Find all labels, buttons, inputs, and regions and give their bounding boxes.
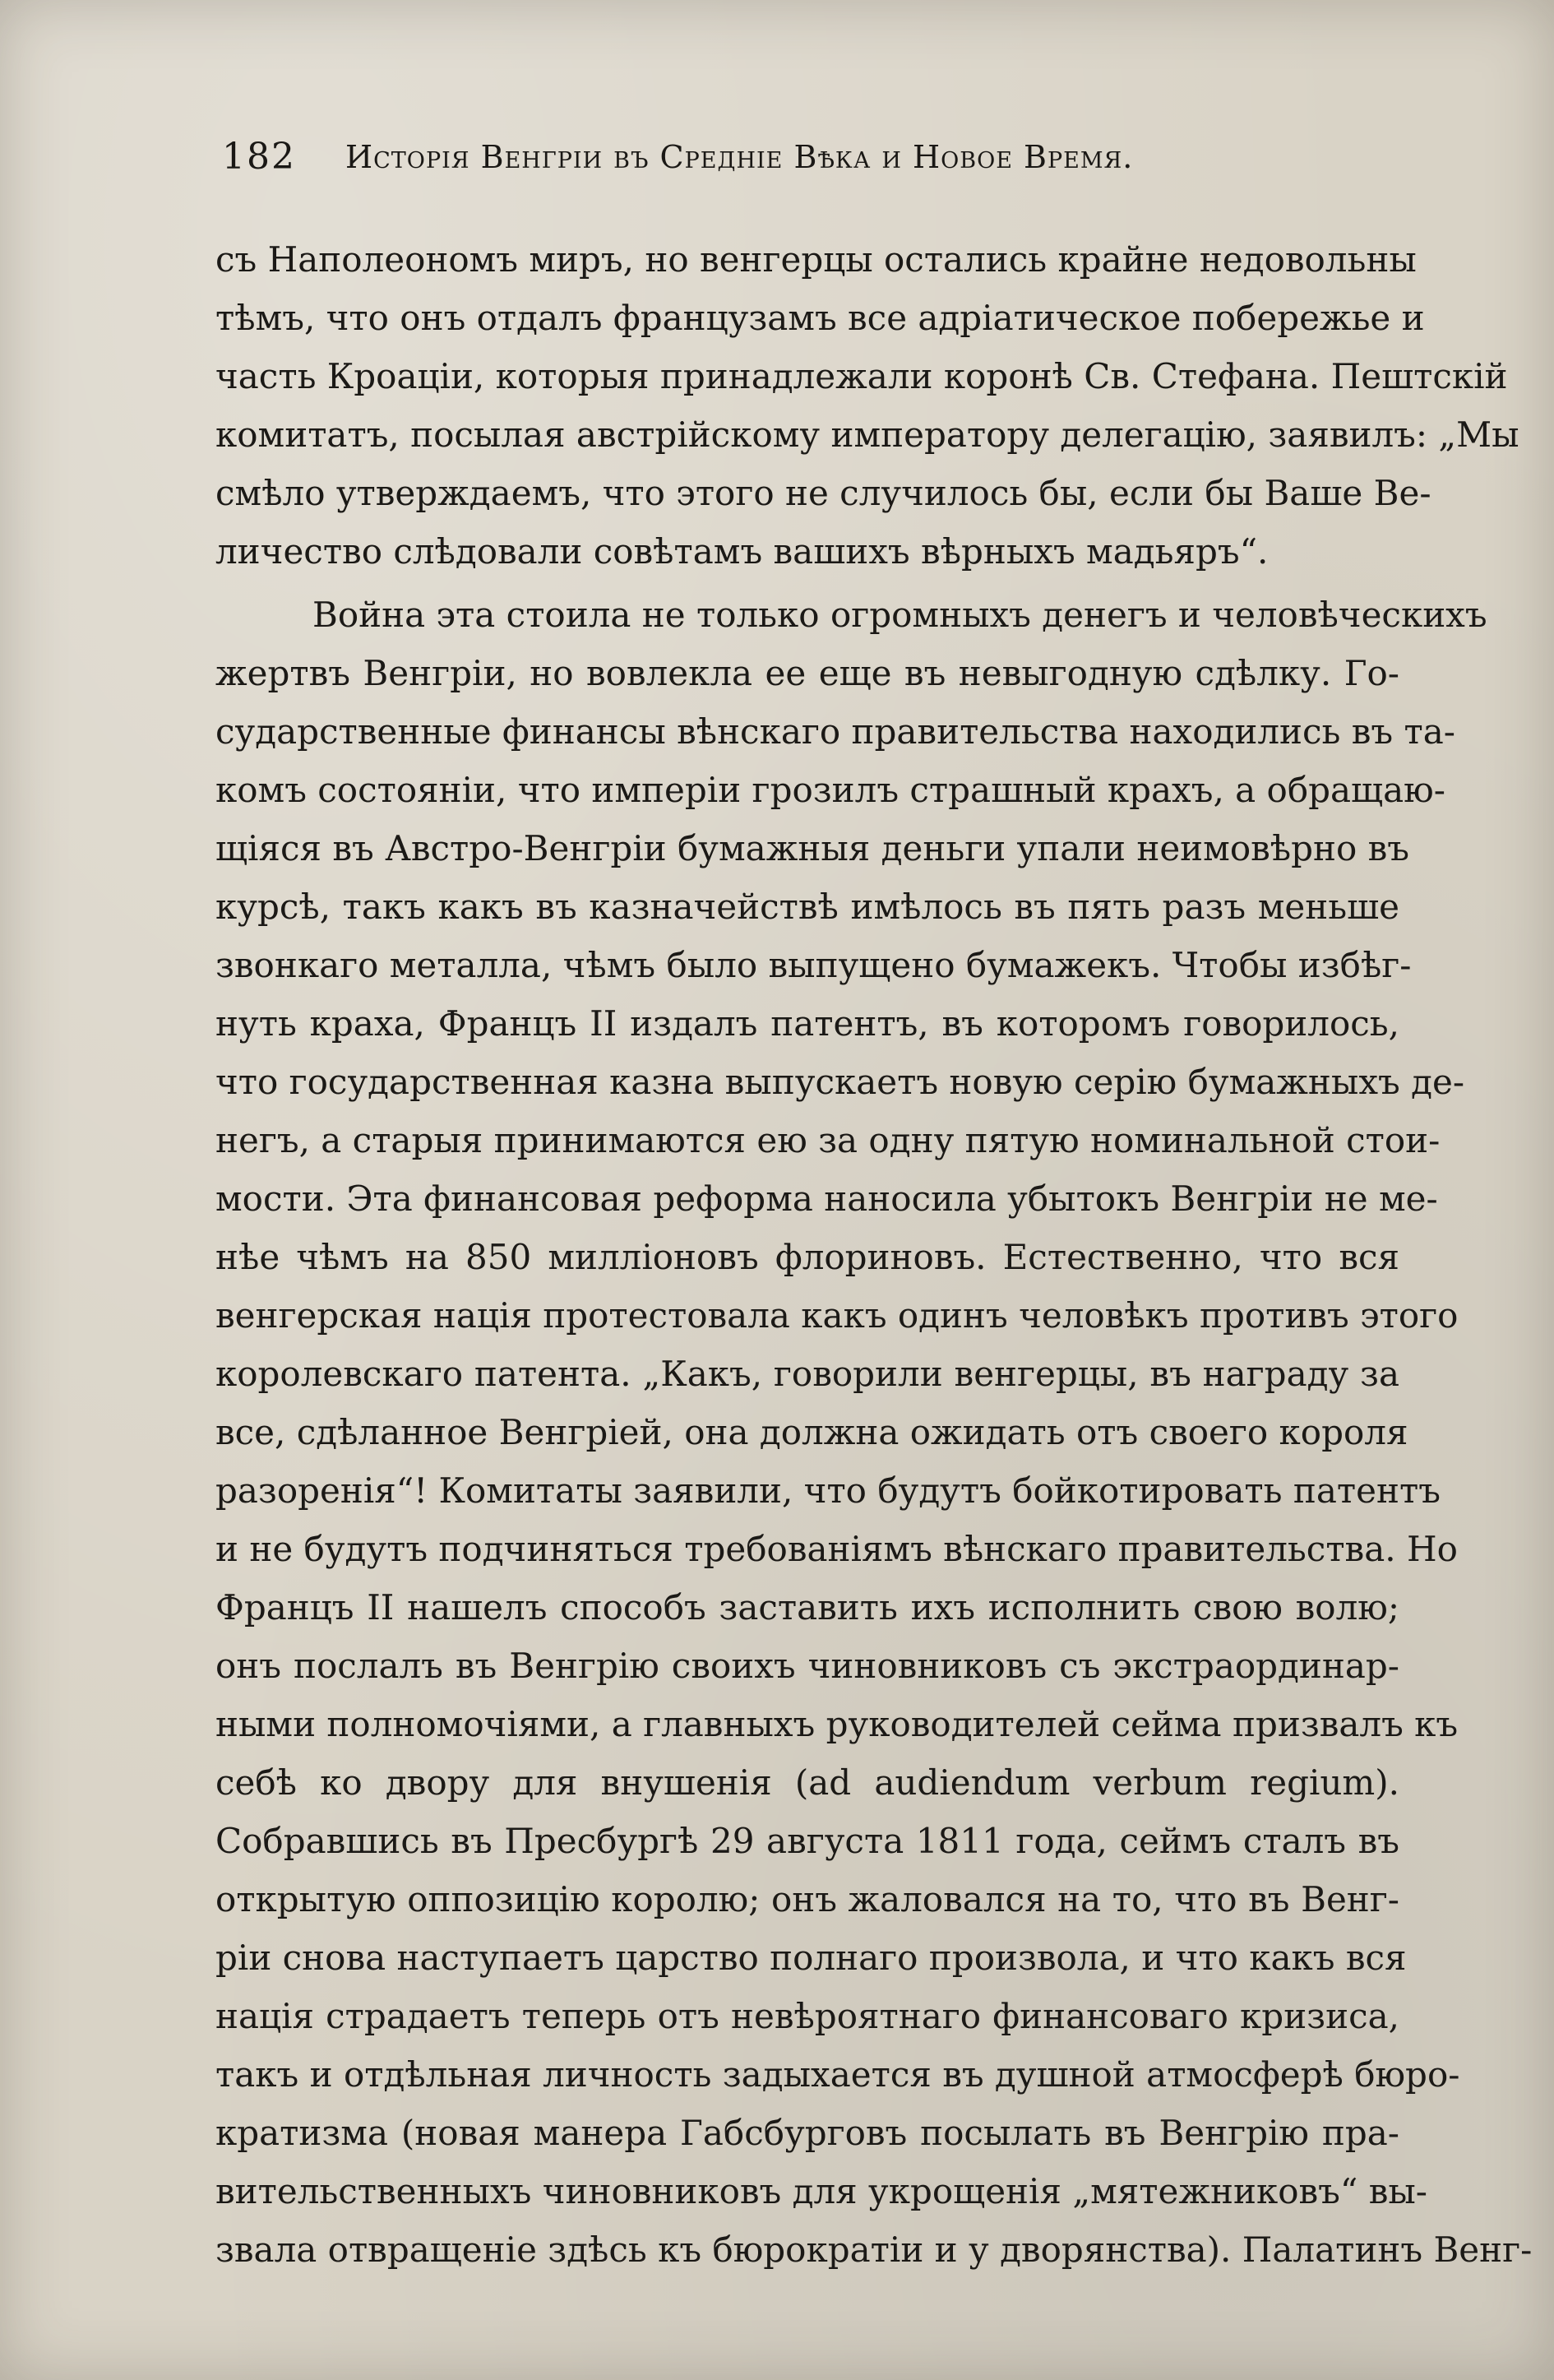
text-line: ріи снова наступаетъ царство полнаго произвола, и что какъ вся [215, 1938, 1407, 1978]
text-line: смѣло утверждаемъ, что этого не случилось бы, если бы Ваше Ве- [215, 473, 1431, 513]
body-text [215, 230, 1533, 2279]
text-line: нуть краха, Францъ II издалъ патентъ, въ которомъ говорилось, [215, 1003, 1399, 1044]
text-line: нѣе чѣмъ на 850 милліоновъ флориновъ. Естественно, что вся [215, 1237, 1399, 1277]
text-line: сударственные финансы вѣнскаго правительства находились въ та- [215, 711, 1455, 752]
text-line: такъ и отдѣльная личность задыхается въ душной атмосферѣ бюро- [215, 2054, 1460, 2095]
text-line: негъ, а старыя принимаются ею за одну пятую номинальной стои- [215, 1120, 1441, 1160]
text-line: жертвъ Венгріи, но вовлекла ее еще въ невыгодную сдѣлку. Го- [215, 653, 1399, 693]
text-line: комъ состояніи, что имперіи грозилъ страшный крахъ, а обращаю- [215, 770, 1445, 810]
text-line: съ Наполеономъ миръ, но венгерцы остались крайне недовольны [215, 239, 1417, 280]
text-line: звонкаго металла, чѣмъ было выпущено бумажекъ. Чтобы избѣг- [215, 945, 1412, 985]
text-line: себѣ ко двору для внушенія (ad audiendum verbum regium). [215, 1762, 1399, 1803]
text-line: тѣмъ, что онъ отдалъ французамъ все адріатическое побережье и [215, 298, 1425, 338]
text-line: курсѣ, такъ какъ въ казначействѣ имѣлось въ пять разъ меньше [215, 887, 1399, 927]
text-line: и не будутъ подчиняться требованіямъ вѣнскаго правительства. Но [215, 1529, 1458, 1569]
text-line: разоренія“! Комитаты заявили, что будутъ бойкотировать патентъ [215, 1470, 1441, 1511]
text-line: нація страдаетъ теперь отъ невѣроятнаго финансоваго кризиса, [215, 1996, 1399, 2036]
text-line: Собравшись въ Пресбургѣ 29 августа 1811 года, сеймъ сталъ въ [215, 1821, 1399, 1861]
text-line: мости. Эта финансовая реформа наносила убытокъ Венгріи не ме- [215, 1178, 1438, 1219]
paragraph-2 [215, 586, 1533, 2279]
text-line: что государственная казна выпускаетъ новую серію бумажныхъ де- [215, 1062, 1465, 1102]
text-line: личество слѣдовали совѣтамъ вашихъ вѣрныхъ мадьяръ“. [215, 531, 1269, 572]
text-line: ными полномочіями, а главныхъ руководителей сейма призвалъ къ [215, 1704, 1459, 1744]
text-line: королевскаго патента. „Какъ, говорили венгерцы, въ награду за [215, 1354, 1399, 1394]
text-line: Францъ II нашелъ способъ заставить ихъ исполнить свою волю; [215, 1587, 1399, 1628]
text-line: кратизма (новая манера Габсбурговъ посылать въ Венгрію пра- [215, 2113, 1399, 2153]
text-line: часть Кроаціи, которыя принадлежали коронѣ Св. Стефана. Пештскій [215, 356, 1508, 396]
page-number: 182 [222, 136, 296, 178]
text-line: комитатъ, посылая австрійскому императору делегацію, заявилъ: „Мы [215, 414, 1519, 455]
text-line: Война эта стоила не только огромныхъ денегъ и человѣческихъ [312, 595, 1487, 635]
text-line: щіяся въ Австро-Венгріи бумажныя деньги упали неимовѣрно въ [215, 828, 1409, 868]
paragraph-1 [215, 230, 1519, 581]
text-line: звала отвращеніе здѣсь къ бюрократіи и у дворянства). Палатинъ Венг- [215, 2230, 1533, 2270]
page-header [222, 136, 1291, 193]
text-line: венгерская нація протестовала какъ одинъ человѣкъ противъ этого [215, 1295, 1459, 1336]
running-title: Исторія Венгріи въ Средніе Вѣка и Новое Время. [345, 139, 1134, 175]
text-line: вительственныхъ чиновниковъ для укрощенія „мятежниковъ“ вы- [215, 2171, 1427, 2211]
text-line: онъ послалъ въ Венгрію своихъ чиновниковъ съ экстраординар- [215, 1646, 1399, 1686]
text-line: открытую оппозицію королю; онъ жаловался на то, что въ Венг- [215, 1879, 1399, 1919]
text-line: все, сдѣланное Венгріей, она должна ожидать отъ своего короля [215, 1412, 1408, 1452]
